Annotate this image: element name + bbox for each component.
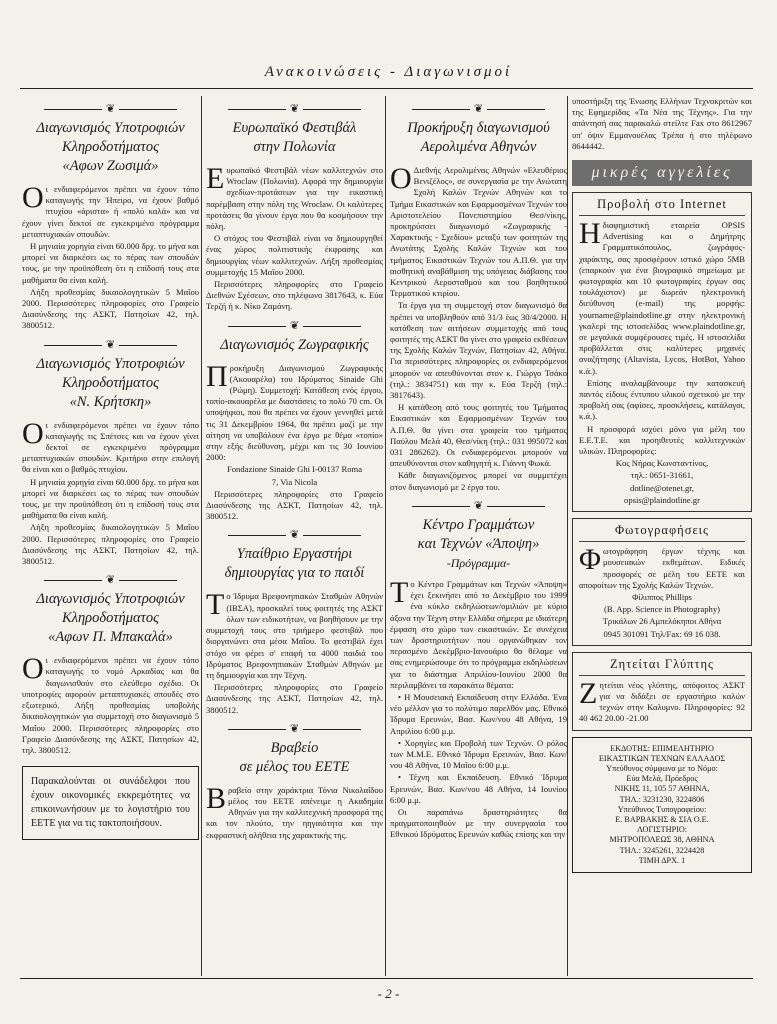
drop-cap: Ο <box>22 652 44 686</box>
drop-cap: Τ <box>390 575 409 609</box>
column-divider <box>385 96 386 976</box>
ad-title: Φωτογραφήσεις <box>579 523 745 542</box>
drop-cap: Ζ <box>579 676 598 710</box>
ornament-divider: ❦ <box>390 499 567 512</box>
article-body: Το Ίδρυμα Βρεφονηπιακών Σταθμών Αθηνών (ΙΒΣΑ), προσκαλεί τους φοιτητές της ΑΣΚΤ όλων των ειδικοτήτων, να βοηθήσουν με την συμμετοχή τους στο τριήμερο φεστιβάλ που διοργανώνει στα μέσα Μαΐου. Το φεστιβάλ έχει στόχο να φέρει σ' επαφή τα 4000 παιδιά του Ιδρύματος Βρεφονηπιακών Σταθμών Αθηνών με τη δημιουργία και την Τέχνη. Περισσότερες πληροφορίες στο Γραφείο Διασύνδεσης της ΑΣΚΤ, Πατησίων 42, τηλ. 3800512. <box>206 588 383 715</box>
ad-title: Προβολή στο Internet <box>579 197 745 216</box>
column-divider <box>201 96 202 976</box>
column-3 <box>390 96 567 976</box>
ornament-divider: ❦ <box>206 722 383 735</box>
ornament-divider: ❦ <box>22 338 199 351</box>
footer-rule <box>20 978 753 979</box>
article-title: Υπαίθριο Εργαστήρι δημιουργίας για το παιδί <box>224 546 365 582</box>
drop-cap: Ο <box>390 162 412 195</box>
publisher-box: ΕΚΔΟΤΗΣ: ΕΠΙΜΕΛΗΤΗΡΙΟ ΕΙΚΑΣΤΙΚΩΝ ΤΕΧΝΩΝ ΕΛΛΑΔΟΣ Υπεύθυνος σύμφωνα με το Νόμο: Εύα Μελά, Πρόεδρος ΝΙΚΗΣ 11, 105 57 ΑΘΗΝΑ, ΤΗΛ.: 3231230, 3224806 Υπεύθυνος Τυπογραφείου: Ε. ΒΑΡΒΑΚΗΣ & ΣΙΑ Ο.Ε. ΛΟΓΙΣΤΗΡΙΟ: ΜΗΤΡΟΠΟΛΕΩΣ 38, ΑΘΗΝΑ ΤΗΛ.: 3245261, 3224428 ΤΙΜΗ ΔΡΧ. 1 <box>572 737 752 873</box>
article-body: Οι ενδιαφερόμενοι πρέπει να έχουν τόπο καταγωγής τις Σπέτσες και να έχουν γίνει δεκτοί σε εγκεκριμένο πρόγραμμα μεταπτυχιακών σπουδών. Κριτήριο στην επιλογή θα είναι και ο βαθμός πτυχίου. Η μηνιαία χορηγία είναι 60.000 δρχ. το μήνα και μπορεί να διαρκέσει ως το πέρας των σπουδών τους, με την προϋπόθεση ότι η επίδοσή τους στα μαθήματα θα είναι καλή. Λήξη προθεσμίας δικαιολογητικών 5 Μαΐου 2000. Περισσότερες πληροφορίες στο Γραφείο Διασύνδεσης της ΑΣΚΤ, Πατησίων 42, τηλ. 3800512. <box>22 416 199 567</box>
article-title: Κέντρο Γραμμάτων και Τεχνών «Άποψη» <box>417 516 540 552</box>
header-rule <box>20 88 753 89</box>
article-body: Ευρωπαϊκό Φεστιβάλ νέων καλλιτεχνών στο Wroclaw (Πολωνία). Αφορά την δημιουργία σχεδίων-προτάσεων για την εικαστική παρέμβαση στην πόλη της Wroclaw. Οι καλύτερες προτάσεις θα γίνουν έργα που θα κοσμήσουν την πόλη. Ο στόχος του Φεστιβάλ είναι να δημιουργηθεί ένας χώρος πολιτιστικής έκφρασης και δημιουργίας νέων καλλιτεχνών. Λήξη προθεσμίας συμμετοχής 15 Μαΐου 2000. Περισσότερες πληροφορίες στο Γραφείο Διεθνών Σχέσεων, στο τηλέφωνο 3817643, κ. Εύα Τερζή ή κ. Νίκο Ζαμάνη. <box>206 162 383 312</box>
drop-cap: Π <box>206 359 228 393</box>
article-title: Διαγωνισμός Υποτροφιών Κληροδοτήματος «Ν. Κρήτσκη» <box>36 355 185 410</box>
article-body: Το Κέντρο Γραμμάτων και Τεχνών «Άποψη» έχει ξεκινήσει από το Δεκέμβριο του 1999 ένα κύκλο εκδηλώσεων/ομιλιών με κύριο άξονα την Τέχνη στην Ελλάδα σήμερα με ιδιαίτερη έμφαση στο χώρο των εικαστικών. Σε συνέχεια των δραστηριοτήτων που οργανώθηκαν τον περασμένο Δεκέμβριο-Ιανουάριο θα θέλαμε να σας ενημερώσουμε ότι το πρόγραμμα εκδηλώσεων για το διάστημα Απριλίου-Ιουνίου 2000 θα περιλαμβάνει τα παρακάτω θέματα: • Η Μουσειακή Εκπαίδευση στην Ελλάδα. Ένα νέο μέλλον για το πολύτιμο παρελθόν μας. Εθνικό Ίδρυμα Ερευνών, Βασ. Κων/νου 48 Αθήνα, 19 Απριλίου 6:00 μ.μ. • Χορηγίες και Προβολή των Τεχνών. Ο ρόλος των Μ.Μ.Ε. Εθνικό Ίδρυμα Ερευνών, Βασ. Κων/νου 48 Αθήνα, 10 Μαΐου 6:00 μ.μ. • Τέχνη και Εκπαίδευση. Εθνικό Ίδρυμα Ερευνών, Βασ. Κων/νου 48 Αθήνα, 14 Ιουνίου 6:00 μ.μ. Οι παραπάνω δραστηριότητες θα πραγματοποιηθούν με την συνεργασία του Εθνικού Ιδρύματος Ερευνών καθώς επίσης και την <box>390 575 567 840</box>
article-title: Ευρωπαϊκό Φεστιβάλ στην Πολωνία <box>232 120 357 155</box>
article-title: Διαγωνισμός Υποτροφιών Κληροδοτήματος «Αφων Ζωσιμά» <box>36 120 185 174</box>
column-divider <box>567 96 568 976</box>
ornament-divider: ❦ <box>206 528 383 541</box>
drop-cap: Ο <box>22 181 44 214</box>
drop-cap: Ε <box>206 162 225 195</box>
article-continuation: υποστήριξη της Ένωσης Ελλήνων Τεχνοκριτών και της Εφημερίδας «Τα Νέα της Τέχνης». Για την απάντησή σας παρακαλώ στείλτε Fax στο 8612967 υπ' όψιν Εμμανουέλας Τρέπα ή στο τηλέφωνο 8644442. <box>572 96 752 151</box>
column-1 <box>22 96 199 976</box>
article-body: Ο Διεθνής Αερολιμένας Αθηνών «Ελευθέριος Βενιζέλος», σε συνεργασία με την Ανώτατη Σχολή Καλών Τεχνών Αθηνών και το Τμήμα Εικαστικών και Εφαρμοσμένων Τεχνών του Αριστοτελείου Πανεπιστημίου Θεσ/νίκης, προκηρύσσει διαγωνισμό «Ζωγραφικής - Χαρακτικής - Σχεδίου» μεταξύ των φοιτητών της Ανωτάτης Σχολής Καλών Τεχνών και του τμήματος Εικαστικών Τεχνών του Α.Π.Θ. για την αισθητική αναβάθμιση της υπόγειας διάβασης του Κεντρικού Αεροσταθμού και του βοηθητικού Τερματικού κτιρίου. Τα έργα για τη συμμετοχή στον διαγωνισμό θα πρέπει να υποβληθούν από 31/3 έως 30/4/2000. Η κατάθεση των αιτήσεων συμμετοχής από τους φοιτητές της ΑΣΚΤ θα γίνει στο γραφείο εκθέσεων της Σχολής Καλών Τεχνών, Πατησίων 42, Αθήνα. Για περισσότερες πληροφορίες οι ενδιαφερόμενοι μπορούν να απευθύνονται στον κ. Γιώργο Τσάκο (τηλ.: 3834751) και την κ. Εύα Τερζή (τηλ.: 3817643). Η κατάθεση από τους φοιτητές του Τμήματος Εικαστικών και Εφαρμοσμένων Τεχνών του Α.Π.Θ. θα γίνει στα γραφεία του τμήματος Παύλου Μελά 40, Θεσ/νίκη (τηλ.: 031 995072 και 031 286262). Οι ενδιαφερόμενοι μπορούν να απευθύνονται στον καθηγητή κ. Γιάννη Φωκά. Κάθε διαγωνιζόμενος μπορεί να συμμετέχει στον διαγωνισμό με 2 έργα του. <box>390 162 567 492</box>
drop-cap: Φ <box>579 543 601 577</box>
article-body: Οι ενδιαφερόμενοι πρέπει να έχουν τόπο καταγωγής την Ήπειρο, να έχουν βαθμό πτυχίου «άριστα» ή «πολύ καλά» και να έχουν γίνει δεκτοί σε εγκεκριμένο πρόγραμμα μεταπτυχιακών σπουδών. Η μηνιαία χορηγία είναι 60.000 δρχ. το μήνα και μπορεί να διαρκέσει ως το πέρας των σπουδών τους, με την προϋπόθεση ότι η επίδοσή τους στα μαθήματα θα είναι καλή. Λήξη προθεσμίας δικαιολογητικών 5 Μαΐου 2000. Περισσότερες πληροφορίες στο Γραφείο Διασύνδεσης της ΑΣΚΤ, Πατησίων 42, τηλ. 3800512. <box>22 181 199 331</box>
article-body: Προκήρυξη Διαγωνισμού Ζωγραφικής (Ακουαρέλα) του Ιδρύματος Sinaide Ghi (Ρώμη). Συμμετοχή: Κατάθεση ενός έργου, τοπίο-ακουαρέλα με διαστάσεις το πολύ 70 cm. Οι υποψήφιοι, που θα πρέπει να έχουν γεννηθεί μετά τις 31 Δεκεμβρίου 1964, θα πρέπει μαζί με την αίτηση να υποβάλουν ένα έργο με θέμα «τοπίο» στην εξής διεύθυνση, μέχρι και τις 30 Ιουνίου 2000: Fondazione Sinaide Ghi I-00137 Roma 7, Via Nicola Περισσότερες πληροφορίες στο Γραφείο Διασύνδεσης της ΑΣΚΤ, Πατησίων 42, τηλ. 3800512. <box>206 359 383 522</box>
ornament-divider: ❦ <box>22 102 199 115</box>
ornament-divider: ❦ <box>206 102 383 115</box>
page-header: Ανακοινώσεις - Διαγωνισμοί <box>264 64 513 80</box>
article-title: Διαγωνισμός Ζωγραφικής <box>220 336 369 353</box>
ornament-divider: ❦ <box>206 319 383 332</box>
drop-cap: Ο <box>22 416 44 450</box>
notice-box: Παρακαλούνται οι συνάδελφοι που έχουν οικονομικές εκκρεμότητες να επικοινωνήσουν με το λογιστήριο του ΕΕΤΕ για να τις τακτοποιήσουν. <box>22 766 199 840</box>
drop-cap: Η <box>579 217 601 251</box>
classifieds-banner: μικρές αγγελίες <box>572 160 752 186</box>
article-subtitle: -Πρόγραμμα- <box>446 555 511 570</box>
ornament-divider: ❦ <box>390 102 567 115</box>
page-number: - 2 - <box>377 986 400 1001</box>
article-body: Βραβείο στην χαράκτρια Τόνια Νικολαΐδου μέλος του ΕΕΤΕ απένειμε η Ακαδημία Αθηνών για την καλλιτεχνική προσφορά της και τον πλούτο, την ηηγαιότητα και την εκφραστική αλήθεια της χαρακτικής της. <box>206 781 383 840</box>
article-title: Βραβείο σε μέλος του ΕΕΤΕ <box>239 739 350 775</box>
article-body: Οι ενδιαφερόμενοι πρέπει να έχουν τόπο καταγωγής το νομό Αρκαδίας και θα διαγωνισθούν στο ελεύθερο σχέδιο. Οι υποτροφίες αφορούν μεταπτυχιακές σπουδές στο εξωτερικό. Λήξη προθεσμίας υποβολής δικαιολογητικών για συμμετοχή στο διαγωνισμό 5 Μαΐου 2000. Περισσότερες πληροφορίες στο Γραφείο Διασύνδεσης της ΑΣΚΤ, Πατησίων 42, τηλ. 3800512. <box>22 652 199 755</box>
ornament-divider: ❦ <box>22 573 199 586</box>
column-4 <box>572 96 752 976</box>
drop-cap: Β <box>206 781 227 815</box>
article-title: Διαγωνισμός Υποτροφιών Κληροδοτήματος «Αφων Π. Μπακαλά» <box>36 591 185 646</box>
classified-ad: Φωτογραφήσεις Φωτογράφηση έργων τέχνης και μουσειακών εκθεμάτων. Ειδικές προσφορές σε μέλη του ΕΕΤΕ και αποφοίτων της Σχολής Καλών Τεχνών. Φίλιππος Phillips (B. App. Science in Photography) Τρικάλων 26 Αμπελόκηποι Αθήνα 0945 301091 Τηλ/Fax: 69 16 038. <box>572 518 752 646</box>
classified-ad: Ζητείται Γλύπτης Ζητείται νέος γλύπτης, απόφοιτος ΑΣΚΤ για να διδάξει σε εργαστήριο καλών τεχνών στην Καλυμνο. Πληροφορίες: 92 40 462 20.00 -21.00 <box>572 652 752 731</box>
ad-title: Ζητείται Γλύπτης <box>579 657 745 676</box>
drop-cap: Τ <box>206 588 225 622</box>
classified-ad: Προβολή στο Internet Ηδιαφημιστική εταιρεία OPSIS Advertising και ο Δημήτρης Γραμματικόπουλος, ζωγράφος-χαράκτης, σας προσφέρουν ιστικό χώρο 5MB (επαρκούν για ένα βιογραφικό σημείωμα με φωτογραφία και 10 φωτογραφίες έργων σας τουλάχιστον) με δωρεάν ηλεκτρονική διεύθυνση (e-mail) της μορφής: yourname@plaindotline.gr στην ηλεκτρονική γκαλερί της ιστοσελίδας www.plaindotline.gr, σε μεγαλικά συμφέρουσες τιμές. Η ιστοσελίδα προβάλλεται στις καλύτερες μηχανές αναζήτησης (Altavista, Lycos, HotBot, Yahoo κ.ά.). Επίσης αναλαμβάνουμε την κατασκευή παντός είδους έντυπου υλικού σχετικού με την προβολή σας (αφίσες, προσκλήσεις, κατάλογοι, κ.ά.). Η προσφορά ισχύει μόνο για μέλη του Ε.Ε.Τ.Ε. και προηιθευτές καλλιτεχνικών υλικών. Πληροφορίες: Κος Νήρας Κωνσταντίνος, τηλ.: 0651-31661, dotline@otenet.gr, opsis@plaindotline.gr <box>572 192 752 512</box>
column-2 <box>206 96 383 976</box>
article-title: Προκήρυξη διαγωνισμού Αερολιμένα Αθηνών <box>407 120 550 155</box>
